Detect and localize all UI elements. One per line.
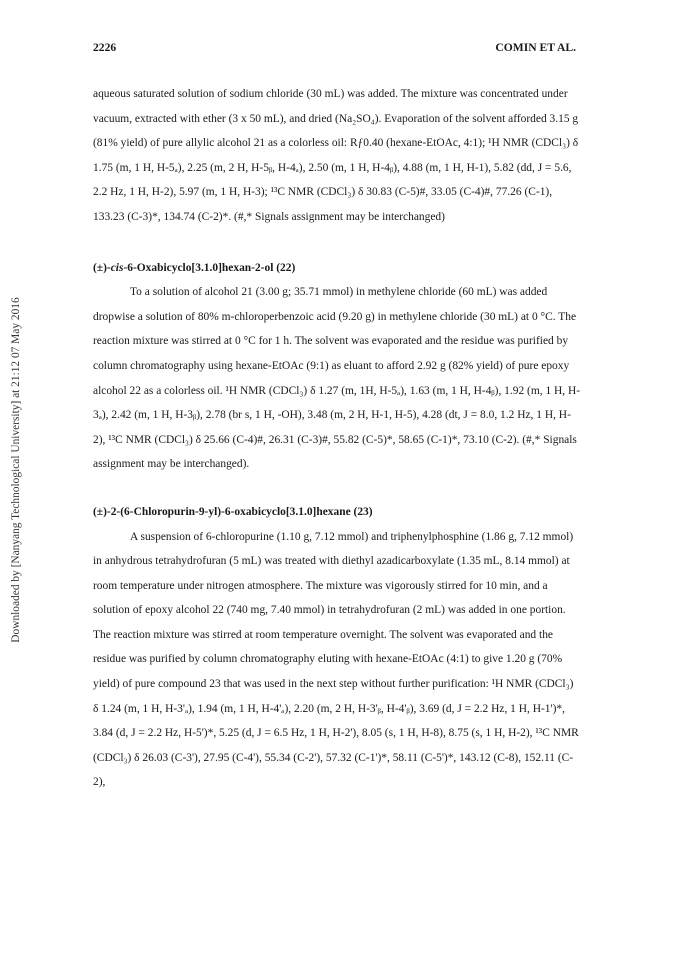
heading-compound-name: -6-Oxabicyclo[3.1.0]hexan-2-ol (22) <box>123 261 296 274</box>
section-heading-chloropurine: (±)-2-(6-Chloropurin-9-yl)-6-oxabicyclo[3.1.0]hexane (23) <box>93 505 373 518</box>
heading-prefix: (±)- <box>93 261 111 274</box>
heading-italic-cis: cis <box>110 261 124 274</box>
download-watermark-text: Downloaded by [Nanyang Technological University] at 21:12 07 May 2016 <box>10 297 22 643</box>
paragraph-allylic-alcohol-workup: aqueous saturated solution of sodium chloride (30 mL) was added. The mixture was concentrated under vacuum, extracted with ether (3 x 50 mL), and dried (Na₂SO₄). Evaporation of the solvent afforded 3.15 g (81% yield) of pure allylic alcohol 21 as a colorless oil: Rƒ0.40 (hexane-EtOAc, 4:1); ¹H NMR (CDCl₃) δ 1.75 (m, 1 H, H-5ₐ), 2.25 (m, 2 H, H-5ᵦ, H-4ₐ), 2.50 (m, 1 H, H-4ᵦ), 4.88 (m, 1 H, H-1), 5.82 (dd, J = 5.6, 2.2 Hz, 1 H, H-2), 5.97 (m, 1 H, H-3); ¹³C NMR (CDCl₃) δ 30.83 (C-5)#, 33.05 (C-4)#, 77.26 (C-1), 133.23 (C-3)*, 134.74 (C-2)*. (#,* Signals assignment may be interchanged) <box>93 88 579 223</box>
page-header <box>93 41 576 57</box>
paragraph-epoxidation: To a solution of alcohol 21 (3.00 g; 35.71 mmol) in methylene chloride (60 mL) was added dropwise a solution of 80% m-chloroperbenzoic acid (9.20 g) in methylene chloride (30 mL) at 0 °C. The reaction mixture was stirred at 0 °C for 1 h. The solvent was evaporated and the residue was purified by column chromatography using hexane-EtOAc (9:1) as eluant to afford 2.92 g (82% yield) of pure epoxy alcohol 22 as a colorless oil. ¹H NMR (CDCl₃) δ 1.27 (m, 1H, H-5ₐ), 1.63 (m, 1 H, H-4ᵦ), 1.92 (m, 1 H, H-3ₐ), 2.42 (m, 1 H, H-3ᵦ), 2.78 (br s, 1 H, -OH), 3.48 (m, 2 H, H-1, H-5), 4.28 (dt, J = 8.0, 1.2 Hz, 1 H, H-2), ¹³C NMR (CDCl₃) δ 25.66 (C-4)#, 26.31 (C-3)#, 55.82 (C-5)*, 58.65 (C-1)*, 73.10 (C-2). (#,* Signals assignment may be interchanged). <box>93 286 581 471</box>
page-number: 2226 <box>93 41 117 54</box>
paragraph-mitsunobu: A suspension of 6-chloropurine (1.10 g, 7.12 mmol) and triphenylphosphine (1.86 g, 7.12 mmol) in anhydrous tetrahydrofuran (5 mL) was treated with diethyl azadicarboxylate (1.35 mL, 8.14 mmol) at room temperature under nitrogen atmosphere. The mixture was vigorously stirred for 10 min, and a solution of epoxy alcohol 22 (740 mg, 7.40 mmol) in tetrahydrofuran (2 mL) was added in one portion. The reaction mixture was stirred at room temperature overnight. The solvent was evaporated and the residue was purified by column chromatography eluting with hexane-EtOAc (4:1) to give 1.20 g (70% yield) of pure compound 23 that was used in the next step without further purification: ¹H NMR (CDCl₃) δ 1.24 (m, 1 H, H-3'ₐ), 1.94 (m, 1 H, H-4'ₐ), 2.20 (m, 2 H, H-3'ᵦ, H-4'ᵦ), 3.69 (d, J = 2.2 Hz, 1 H, H-1')*, 3.84 (d, J = 2.2 Hz, H-5')*, 5.25 (d, J = 6.5 Hz, 1 H, H-2'), 8.05 (s, 1 H, H-8), 8.75 (s, 1 H, H-2), ¹³C NMR (CDCl₃) δ 26.03 (C-3'), 27.95 (C-4'), 55.34 (C-2'), 57.32 (C-1')*, 58.11 (C-5')*, 143.12 (C-8), 152.11 (C-2), <box>93 530 579 789</box>
running-head: COMIN ET AL. <box>495 41 576 54</box>
download-watermark <box>0 40 30 900</box>
article-body <box>93 82 581 795</box>
section-heading-epoxy-alcohol <box>93 256 581 281</box>
